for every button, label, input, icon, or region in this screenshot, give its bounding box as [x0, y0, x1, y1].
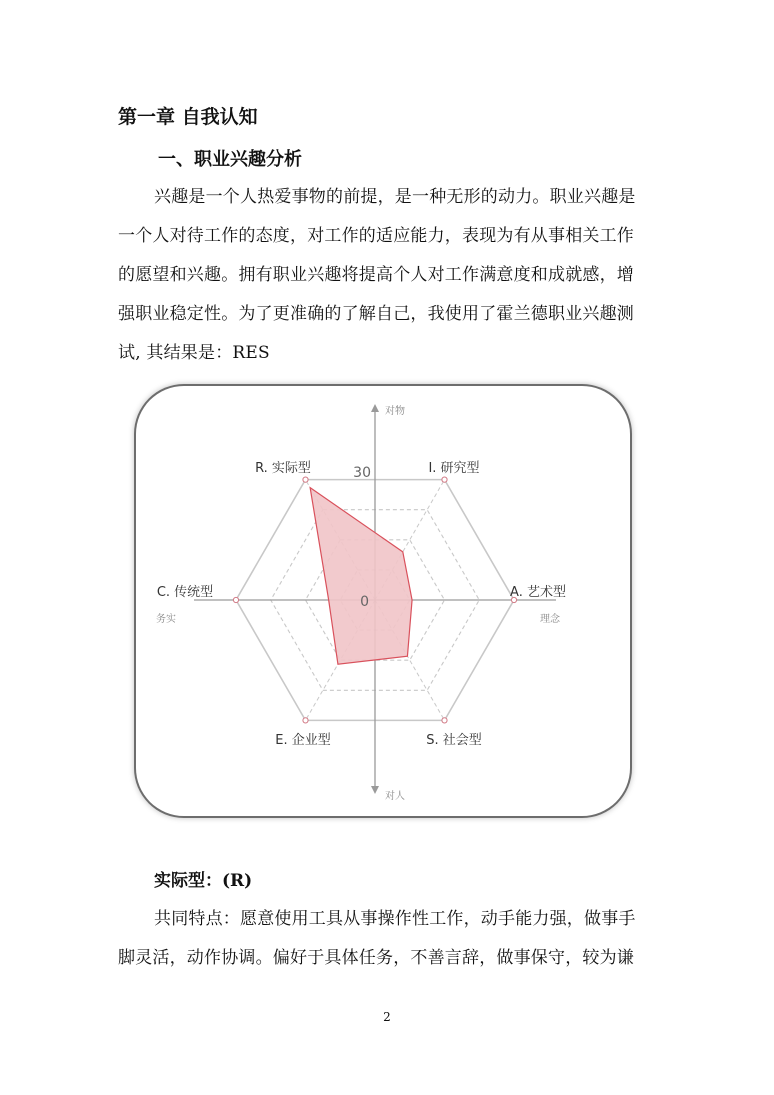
paragraph-line: 脚灵活，动作协调。偏好于具体任务，不善言辞，做事保守，较为谦	[118, 948, 634, 968]
arrow-up-icon	[371, 404, 379, 412]
axis-category-label: R. 实际型	[255, 461, 311, 476]
vertex-marker	[303, 477, 308, 482]
data-polygon	[310, 488, 412, 665]
vertex-marker	[442, 718, 447, 723]
realistic-type-heading: 实际型：(R)	[154, 871, 253, 891]
paragraph-line: 试, 其结果是：RES	[118, 343, 270, 363]
radar-chart	[136, 386, 630, 816]
tick-label-zero: 0	[360, 594, 369, 610]
tick-label-max: 30	[353, 465, 371, 481]
page-number: 2	[383, 1010, 391, 1024]
dimension-label-bottom: 对人	[385, 791, 405, 802]
intro-paragraph	[118, 178, 658, 373]
axis-category-label: C. 传统型	[156, 585, 214, 600]
paragraph-line: 共同特点：愿意使用工具从事操作性工作，动手能力强，做事手	[154, 909, 636, 929]
paragraph-line: 强职业稳定性。为了更准确的了解自己，我使用了霍兰德职业兴趣测	[118, 304, 634, 324]
chapter-title: 第一章 自我认知	[118, 106, 258, 128]
vertex-marker	[442, 477, 447, 482]
vertex-marker	[233, 597, 238, 602]
axis-category-label: I. 研究型	[428, 461, 480, 476]
axis-category-label: E. 企业型	[275, 733, 331, 748]
dimension-label-left: 务实	[156, 614, 176, 625]
holland-radar-figure	[136, 386, 630, 816]
paragraph-line: 的愿望和兴趣。拥有职业兴趣将提高个人对工作满意度和成就感，增	[118, 265, 634, 285]
realistic-paragraph	[118, 900, 658, 978]
paragraph-line: 一个人对待工作的态度，对工作的适应能力，表现为有从事相关工作	[118, 226, 634, 246]
dimension-label-top: 对物	[385, 406, 405, 417]
vertex-marker	[303, 718, 308, 723]
dimension-label-right: 理念	[540, 614, 560, 625]
section-title: 一、职业兴趣分析	[158, 149, 302, 170]
arrow-down-icon	[371, 786, 379, 794]
paragraph-line: 兴趣是一个人热爱事物的前提，是一种无形的动力。职业兴趣是	[154, 187, 636, 207]
axis-category-label: S. 社会型	[426, 733, 482, 748]
axis-category-label: A. 艺术型	[510, 585, 566, 600]
